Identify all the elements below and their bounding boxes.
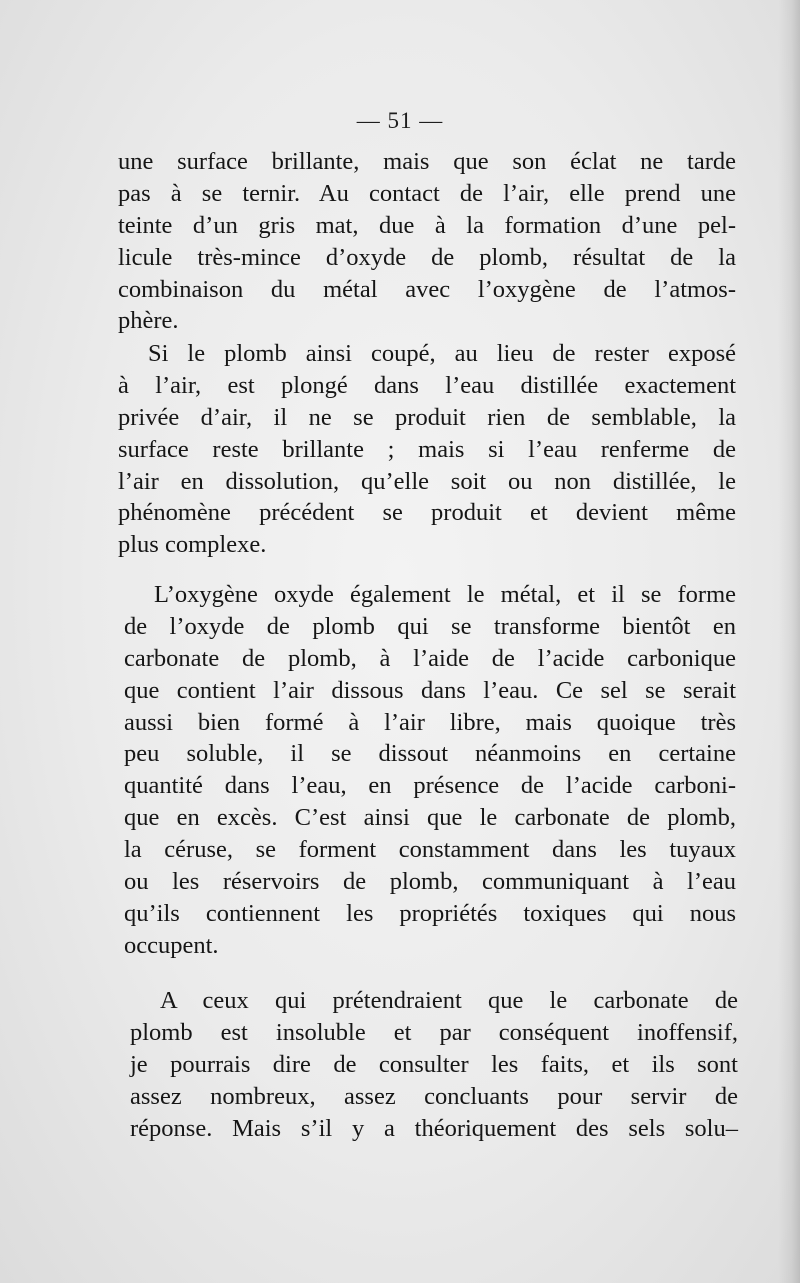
text-line: Si le plomb ainsi coupé, au lieu de rester exposé bbox=[148, 340, 736, 367]
text-line: assez nombreux, assez concluants pour servir de bbox=[130, 1082, 738, 1110]
text-line: A ceux qui prétendraient que le carbonate de bbox=[160, 987, 738, 1014]
text-line: qu’ils contiennent les propriétés toxiques qui nous bbox=[124, 899, 736, 927]
text-line: une surface brillante, mais que son éclat ne tarde bbox=[118, 148, 736, 175]
text-line: plomb est insoluble et par conséquent inoffensif, bbox=[130, 1018, 738, 1046]
text-line: occupent. bbox=[124, 931, 219, 959]
text-line: que en excès. C’est ainsi que le carbonate de plomb, bbox=[124, 804, 736, 832]
text-line: à l’air, est plongé dans l’eau distillée exactement bbox=[118, 371, 736, 399]
text-line: quantité dans l’eau, en présence de l’acide carboni- bbox=[124, 772, 736, 800]
paragraph-3 bbox=[124, 579, 736, 962]
text-line: ou les réservoirs de plomb, communiquant à l’eau bbox=[124, 868, 736, 896]
text-line: la céruse, se forment constamment dans les tuyaux bbox=[124, 836, 736, 864]
text-line: phénomène précédent se produit et devient même bbox=[118, 499, 736, 527]
text-line: teinte d’un gris mat, due à la formation d’une pel- bbox=[118, 211, 736, 239]
text-line: de l’oxyde de plomb qui se transforme bientôt en bbox=[124, 612, 736, 640]
text-line: je pourrais dire de consulter les faits, et ils sont bbox=[130, 1050, 738, 1078]
text-line: peu soluble, il se dissout néanmoins en certaine bbox=[124, 740, 736, 768]
text-line: plus complexe. bbox=[118, 531, 267, 559]
text-line: surface reste brillante ; mais si l’eau renferme de bbox=[118, 435, 736, 463]
text-line: combinaison du métal avec l’oxygène de l’atmos- bbox=[118, 275, 736, 303]
paragraph-4 bbox=[130, 985, 738, 1144]
paragraph-1 bbox=[118, 146, 736, 337]
text-line: l’air en dissolution, qu’elle soit ou non distillée, le bbox=[118, 467, 736, 495]
paragraph-2 bbox=[118, 338, 736, 561]
text-line: carbonate de plomb, à l’aide de l’acide carbonique bbox=[124, 644, 736, 672]
text-line: licule très-mince d’oxyde de plomb, résultat de la bbox=[118, 243, 736, 271]
text-line: privée d’air, il ne se produit rien de semblable, la bbox=[118, 403, 736, 431]
page-number: — 51 — bbox=[356, 108, 444, 133]
text-line: que contient l’air dissous dans l’eau. Ce sel se serait bbox=[124, 676, 736, 704]
page-edge-shadow bbox=[778, 0, 800, 1283]
text-line: L’oxygène oxyde également le métal, et il se forme bbox=[154, 581, 736, 608]
text-line: phère. bbox=[118, 307, 179, 335]
text-line: réponse. Mais s’il y a théoriquement des sels solu– bbox=[130, 1114, 738, 1142]
text-line: pas à se ternir. Au contact de l’air, elle prend une bbox=[118, 179, 736, 207]
text-line: aussi bien formé à l’air libre, mais quoique très bbox=[124, 708, 736, 736]
